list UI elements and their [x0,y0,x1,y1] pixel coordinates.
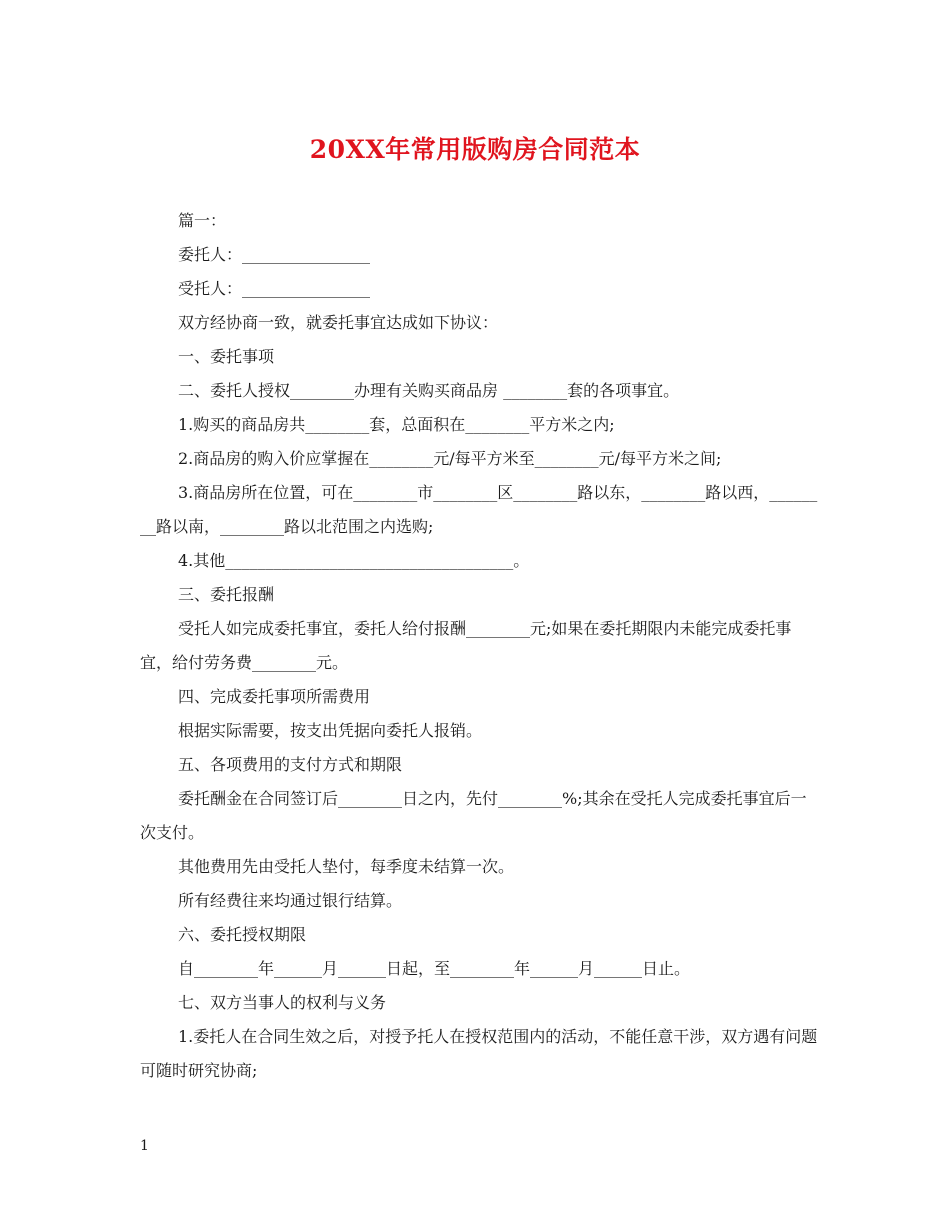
paragraph: 1.购买的商品房共________套，总面积在________平方米之内; [178,415,615,434]
paragraph: 自________年______月______日起，至________年______月______日止。 [178,959,691,978]
document-body [140,204,820,1088]
document-title: 20XX年常用版购房合同范本 [309,135,641,164]
paragraph: 4.其他____________________________________。 [178,551,530,570]
paragraph: 五、各项费用的支付方式和期限 [178,755,403,774]
paragraph: 六、委托授权期限 [178,925,307,944]
paragraph: 3.商品房所在位置，可在________市________区________路以东，________路以西，________路以南，________路以北范围之内选购; [140,483,818,536]
paragraph: 篇一： [178,211,227,230]
paragraph: 受托人如完成委托事宜，委托人给付报酬________元;如果在委托期限内未能完成委托事宜，给付劳务费________元。 [140,619,792,672]
paragraph: 其他费用先由受托人垫付，每季度未结算一次。 [178,857,515,876]
paragraph: 1.委托人在合同生效之后，对授予托人在授权范围内的活动，不能任意干涉，双方遇有问题可随时研究协商; [140,1027,818,1080]
paragraph: 双方经协商一致，就委托事宜达成如下协议： [178,313,499,332]
paragraph: 委托人：________________ [178,245,371,264]
paragraph: 一、委托事项 [178,347,275,366]
paragraph: 根据实际需要，按支出凭据向委托人报销。 [178,721,483,740]
paragraph: 2.商品房的购入价应掌握在________元/每平方米至________元/每平方米之间; [178,449,722,468]
paragraph: 四、完成委托事项所需费用 [178,687,371,706]
paragraph: 委托酬金在合同签订后________日之内，先付________%;其余在受托人完成委托事宜后一次支付。 [140,789,807,842]
paragraph: 三、委托报酬 [178,585,275,604]
paragraph: 所有经费往来均通过银行结算。 [178,891,403,910]
page-number: 1 [140,1138,149,1154]
paragraph: 二、委托人授权________办理有关购买商品房 ________套的各项事宜。 [178,381,680,400]
paragraph: 受托人：________________ [178,279,371,298]
paragraph: 七、双方当事人的权利与义务 [178,993,387,1012]
